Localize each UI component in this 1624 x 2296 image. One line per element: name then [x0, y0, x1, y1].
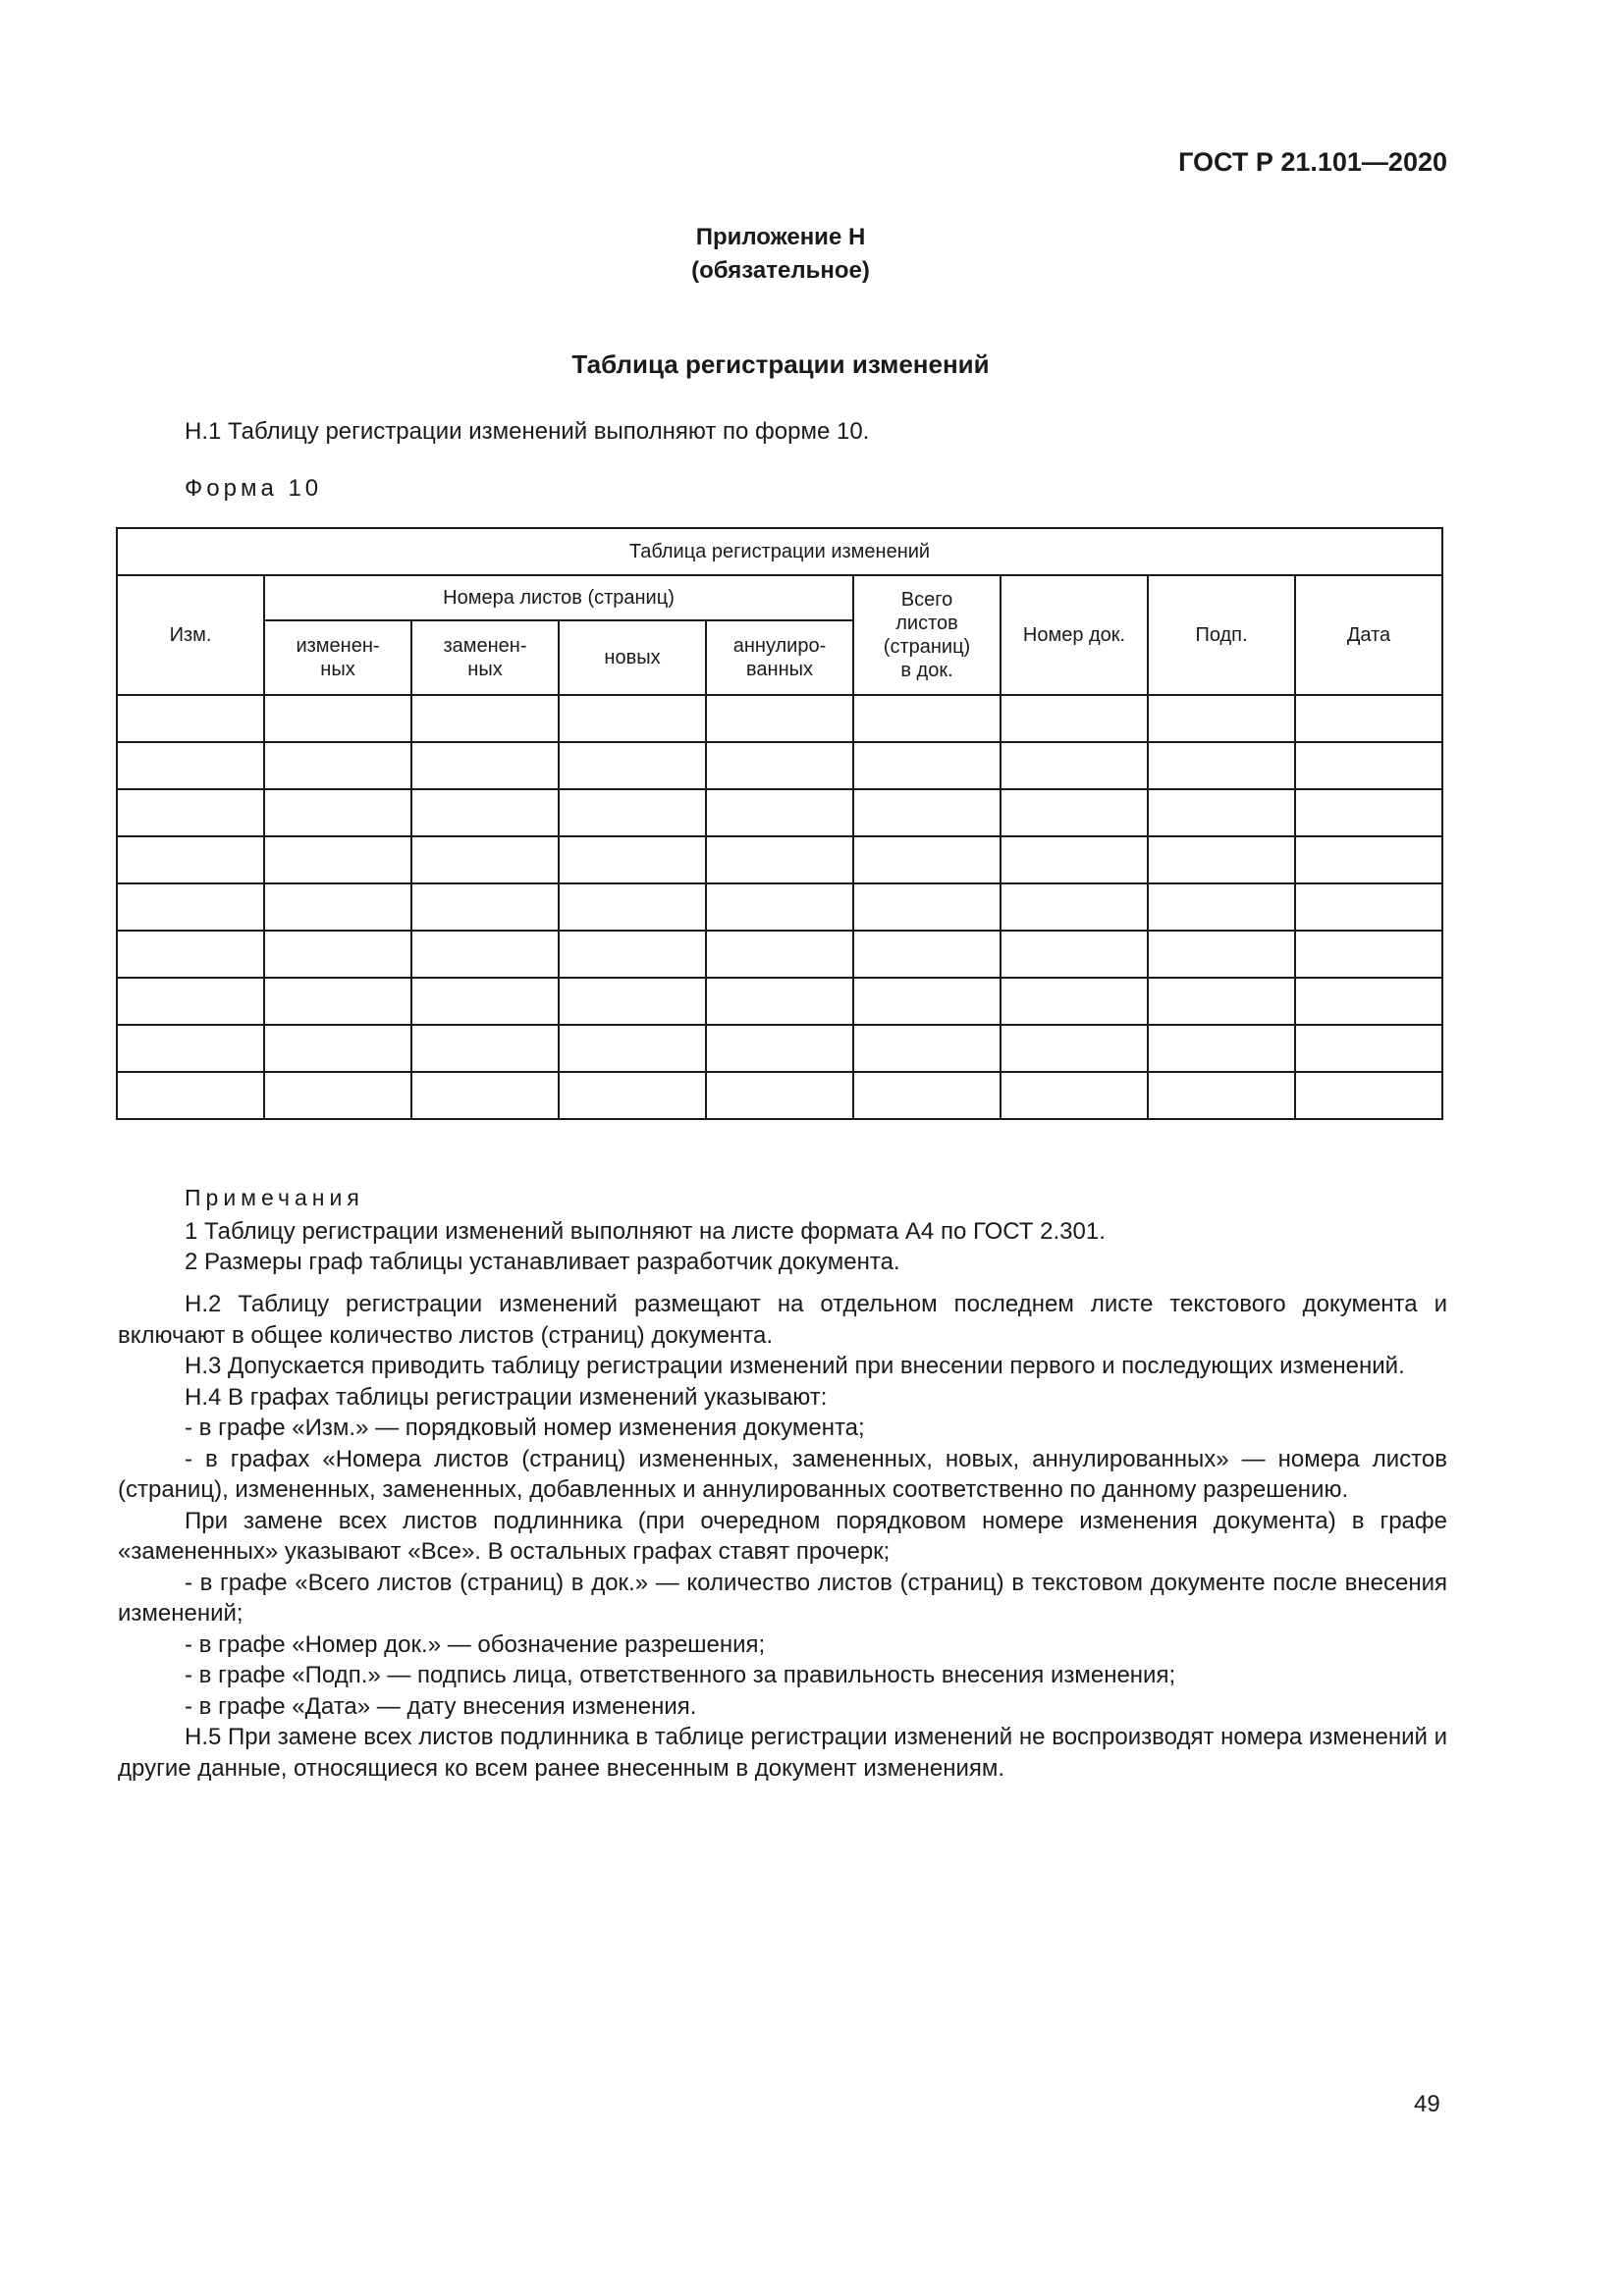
list-item: - в графе «Изм.» — порядковый номер изменения документа;	[185, 1415, 865, 1441]
table-cell[interactable]	[1148, 695, 1295, 742]
table-cell[interactable]	[1148, 1072, 1295, 1119]
table-cell[interactable]	[559, 883, 706, 931]
table-cell[interactable]	[1295, 978, 1442, 1025]
table-cell[interactable]	[1001, 836, 1148, 883]
table-cell[interactable]	[1295, 789, 1442, 836]
table-cell[interactable]	[1001, 1025, 1148, 1072]
table-cell[interactable]	[411, 836, 559, 883]
list-item: - в графе «Дата» — дату внесения изменения.	[185, 1692, 697, 1720]
appendix-title: Приложение Н	[695, 224, 866, 250]
header-sheet-numbers: Номера листов (страниц)	[264, 575, 853, 620]
table-cell[interactable]	[1148, 789, 1295, 836]
table-cell[interactable]	[264, 883, 411, 931]
table-row	[117, 978, 1442, 1025]
header-signature: Подп.	[1148, 575, 1295, 695]
header-replaced: заменен- ных	[411, 620, 559, 695]
table-cell[interactable]	[706, 883, 853, 931]
notes-label: Примечания	[185, 1185, 364, 1210]
paragraph-h2: Н.2 Таблицу регистрации изменений размещают на отдельном последнем листе текстового документа и включают в общее количество листов (страниц) документа.	[118, 1291, 1447, 1349]
table-cell[interactable]	[853, 883, 1001, 931]
table-row	[117, 695, 1442, 742]
table-cell[interactable]	[1001, 789, 1148, 836]
form-label: Форма 10	[185, 475, 323, 502]
list-item: - в графе «Подп.» — подпись лица, ответственного за правильность внесения изменения;	[185, 1662, 1176, 1688]
header-changed: изменен- ных	[264, 620, 411, 695]
table-cell[interactable]	[117, 789, 264, 836]
table-cell[interactable]	[117, 883, 264, 931]
table-cell[interactable]	[1001, 1072, 1148, 1119]
table-cell[interactable]	[706, 836, 853, 883]
note-2: 2 Размеры граф таблицы устанавливает разработчик документа.	[185, 1249, 900, 1275]
header-date: Дата	[1295, 575, 1442, 695]
table-cell[interactable]	[706, 1072, 853, 1119]
table-cell[interactable]	[411, 742, 559, 789]
table-cell[interactable]	[1001, 883, 1148, 931]
table-cell[interactable]	[706, 931, 853, 978]
table-cell[interactable]	[264, 836, 411, 883]
table-cell[interactable]	[1295, 1072, 1442, 1119]
table-cell[interactable]	[1295, 883, 1442, 931]
table-cell[interactable]	[853, 695, 1001, 742]
table-cell[interactable]	[559, 742, 706, 789]
table-row	[117, 742, 1442, 789]
table-cell[interactable]	[1148, 742, 1295, 789]
list-item: - в графе «Номер док.» — обозначение разрешения;	[185, 1630, 766, 1658]
table-cell[interactable]	[1295, 1025, 1442, 1072]
body-text	[118, 1289, 1447, 1784]
paragraph-replacement-note: При замене всех листов подлинника (при очередном порядковом номере изменения документа) в графе «замененных» указывают «Все». В остальных графах ставят прочерк;	[118, 1507, 1447, 1565]
table-cell[interactable]	[411, 789, 559, 836]
header-doc-number: Номер док.	[1001, 575, 1148, 695]
list-item: - в графах «Номера листов (страниц) измененных, замененных, новых, аннулированных» — номера листов (страниц), измененных, замененных, добавленных и аннулированных соответственно по данному разрешению.	[118, 1445, 1447, 1503]
table-cell[interactable]	[706, 742, 853, 789]
table-cell[interactable]	[1295, 931, 1442, 978]
table-cell[interactable]	[853, 978, 1001, 1025]
table-row	[117, 1072, 1442, 1119]
section-title: Таблица регистрации изменений	[571, 349, 990, 379]
table-cell[interactable]	[411, 883, 559, 931]
table-cell[interactable]	[1295, 695, 1442, 742]
table-cell[interactable]	[1148, 978, 1295, 1025]
table-cell[interactable]	[411, 1072, 559, 1119]
table-cell[interactable]	[559, 1025, 706, 1072]
document-code: ГОСТ Р 21.101—2020	[1178, 147, 1447, 177]
table-row	[117, 789, 1442, 836]
table-cell[interactable]	[1148, 931, 1295, 978]
table-cell[interactable]	[264, 742, 411, 789]
table-cell[interactable]	[1148, 1025, 1295, 1072]
table-cell[interactable]	[559, 1072, 706, 1119]
note-1: 1 Таблицу регистрации изменений выполняют на листе формата А4 по ГОСТ 2.301.	[185, 1218, 1106, 1245]
table-cell[interactable]	[559, 789, 706, 836]
table-cell[interactable]	[559, 695, 706, 742]
list-item: - в графе «Всего листов (страниц) в док.» — количество листов (страниц) в текстовом документе после внесения изменений;	[118, 1569, 1447, 1627]
table-cell[interactable]	[1148, 836, 1295, 883]
table-cell[interactable]	[853, 836, 1001, 883]
table-cell[interactable]	[1001, 742, 1148, 789]
appendix-status: (обязательное)	[691, 257, 870, 284]
table-cell[interactable]	[559, 836, 706, 883]
paragraph-h1: Н.1 Таблицу регистрации изменений выполняют по форме 10.	[185, 418, 870, 445]
table-cell[interactable]	[117, 978, 264, 1025]
table-cell[interactable]	[1001, 931, 1148, 978]
table-cell[interactable]	[1295, 742, 1442, 789]
header-izm: Изм.	[117, 575, 264, 695]
page-number: 49	[1414, 2091, 1440, 2117]
table-cell[interactable]	[1001, 695, 1148, 742]
table-cell[interactable]	[853, 931, 1001, 978]
table-cell[interactable]	[853, 1072, 1001, 1119]
table-cell[interactable]	[1295, 836, 1442, 883]
table-cell[interactable]	[411, 695, 559, 742]
table-row	[117, 883, 1442, 931]
paragraph-h3: Н.3 Допускается приводить таблицу регистрации изменений при внесении первого и последующих изменений.	[185, 1353, 1405, 1379]
table-cell[interactable]	[706, 695, 853, 742]
table-cell[interactable]	[117, 1025, 264, 1072]
table-cell[interactable]	[1001, 978, 1148, 1025]
table-title: Таблица регистрации изменений	[117, 528, 1442, 575]
table-cell[interactable]	[1148, 883, 1295, 931]
table-cell[interactable]	[264, 1025, 411, 1072]
table-cell[interactable]	[706, 978, 853, 1025]
table-cell[interactable]	[559, 978, 706, 1025]
table-cell[interactable]	[117, 1072, 264, 1119]
table-row	[117, 1025, 1442, 1072]
table-cell[interactable]	[559, 931, 706, 978]
table-cell[interactable]	[264, 978, 411, 1025]
paragraph-h5: Н.5 При замене всех листов подлинника в таблице регистрации изменений не воспроизводят номера изменений и другие данные, относящиеся ко всем ранее внесенным в документ изменениям.	[118, 1724, 1447, 1782]
table-cell[interactable]	[853, 1025, 1001, 1072]
table-cell[interactable]	[117, 695, 264, 742]
header-total-sheets: Всего листов (страниц) в док.	[853, 575, 1001, 695]
table-cell[interactable]	[264, 695, 411, 742]
table-cell[interactable]	[264, 931, 411, 978]
table-row	[117, 836, 1442, 883]
table-cell[interactable]	[411, 978, 559, 1025]
header-new: новых	[559, 620, 706, 695]
table-cell[interactable]	[706, 1025, 853, 1072]
table-cell[interactable]	[853, 742, 1001, 789]
header-annulled: аннулиро- ванных	[706, 620, 853, 695]
table-cell[interactable]	[411, 931, 559, 978]
table-cell[interactable]	[264, 789, 411, 836]
table-row	[117, 931, 1442, 978]
table-cell[interactable]	[411, 1025, 559, 1072]
paragraph-h4: Н.4 В графах таблицы регистрации изменений указывают:	[185, 1383, 828, 1411]
table-cell[interactable]	[117, 931, 264, 978]
registration-table	[116, 527, 1443, 1120]
table-cell[interactable]	[264, 1072, 411, 1119]
table-cell[interactable]	[853, 789, 1001, 836]
table-cell[interactable]	[117, 836, 264, 883]
table-cell[interactable]	[706, 789, 853, 836]
table-cell[interactable]	[117, 742, 264, 789]
